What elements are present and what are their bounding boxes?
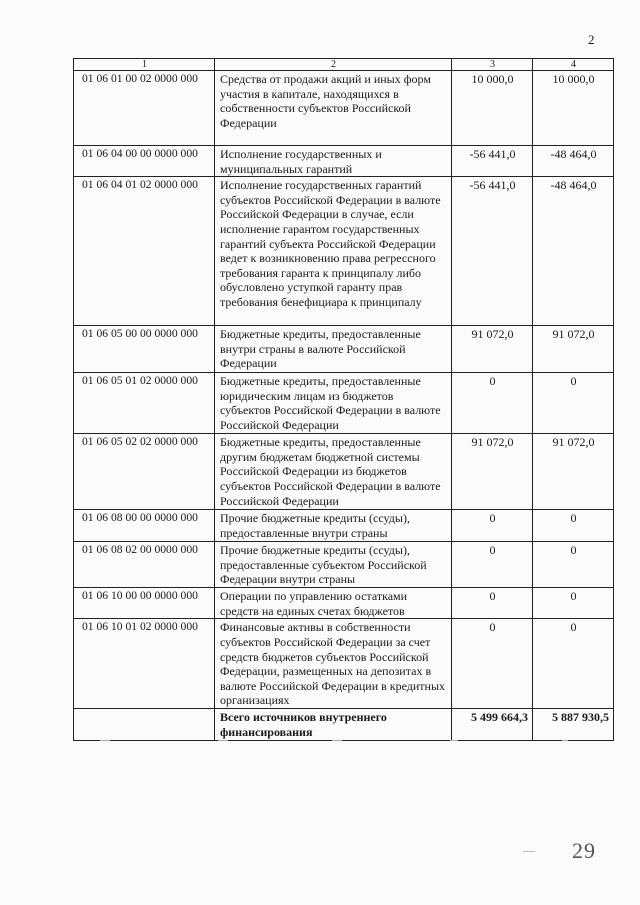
budget-code-cell: 01 06 05 01 02 0000 000 [74, 373, 215, 434]
table-row [74, 434, 614, 510]
amount-cell-col4: 91 072,0 [533, 326, 614, 373]
amount-cell-col3: 91 072,0 [452, 434, 533, 510]
budget-code-cell: 01 06 05 00 00 0000 000 [74, 326, 215, 373]
scan-dash-marks [0, 740, 640, 746]
page-number: 2 [588, 32, 595, 47]
description-cell: Прочие бюджетные кредиты (ссуды), предоставленные субъектом Российской Федерации внутри страны [215, 542, 452, 588]
amount-cell-col4: 91 072,0 [533, 434, 614, 510]
amount-cell-col3: 0 [452, 619, 533, 709]
table-header-row [74, 59, 614, 71]
column-header: 1 [74, 59, 215, 71]
amount-cell-col4: 10 000,0 [533, 71, 614, 146]
description-cell: Прочие бюджетные кредиты (ссуды), предоставленные внутри страны [215, 510, 452, 542]
budget-code-cell: 01 06 08 00 00 0000 000 [74, 510, 215, 542]
description-cell: Бюджетные кредиты, предоставленные другим бюджетам бюджетной системы Российской Федерации из бюджетов субъектов Российской Федерации в валюте Российской Федерации [215, 434, 452, 510]
footer-sheet-number: 29 [572, 838, 596, 863]
description-cell: Операции по управлению остатками средств на единых счетах бюджетов [215, 588, 452, 619]
budget-code-cell: 01 06 10 00 00 0000 000 [74, 588, 215, 619]
table-row [74, 146, 614, 177]
budget-code-cell: 01 06 04 01 02 0000 000 [74, 177, 215, 326]
financing-sources-table [73, 58, 614, 741]
total-row [74, 709, 614, 740]
amount-cell-col4: 0 [533, 373, 614, 434]
budget-code-cell: 01 06 04 00 00 0000 000 [74, 146, 215, 177]
description-cell: Бюджетные кредиты, предоставленные юридическим лицам из бюджетов субъектов Российской Федерации в валюте Российской Федерации [215, 373, 452, 434]
column-header: 2 [215, 59, 452, 71]
amount-cell-col3: 0 [452, 373, 533, 434]
budget-code-cell [74, 709, 215, 740]
budget-code-cell: 01 06 05 02 02 0000 000 [74, 434, 215, 510]
scan-mark [523, 851, 535, 852]
table-row [74, 619, 614, 709]
amount-cell-col3: 0 [452, 510, 533, 542]
amount-cell-col3: 10 000,0 [452, 71, 533, 146]
amount-cell-col3: -56 441,0 [452, 177, 533, 326]
table-row [74, 373, 614, 434]
amount-cell-col4: 0 [533, 619, 614, 709]
description-cell: Исполнение государственных гарантий субъектов Российской Федерации в валюте Российской Федерации в случае, если исполнение гарантом государственных гарантий субъекта Российской Федерации ведет к возникновению права регрессного требования гаранта к принципалу либо обусловлено уступкой гаранту прав требования бенефициара к принципалу [215, 177, 452, 326]
table-row [74, 326, 614, 373]
amount-cell-col3: -56 441,0 [452, 146, 533, 177]
table-row [74, 588, 614, 619]
total-amount-col4: 5 887 930,5 [533, 709, 614, 740]
amount-cell-col4: 0 [533, 542, 614, 588]
amount-cell-col3: 0 [452, 588, 533, 619]
total-label: Всего источников внутреннего финансирования [215, 709, 452, 740]
table-row [74, 177, 614, 326]
budget-code-cell: 01 06 08 02 00 0000 000 [74, 542, 215, 588]
budget-code-cell: 01 06 01 00 02 0000 000 [74, 71, 215, 146]
amount-cell-col3: 91 072,0 [452, 326, 533, 373]
column-header: 3 [452, 59, 533, 71]
table-row [74, 71, 614, 146]
budget-code-cell: 01 06 10 01 02 0000 000 [74, 619, 215, 709]
column-header: 4 [533, 59, 614, 71]
description-cell: Исполнение государственных и муниципальных гарантий [215, 146, 452, 177]
amount-cell-col3: 0 [452, 542, 533, 588]
amount-cell-col4: 0 [533, 510, 614, 542]
table-row [74, 510, 614, 542]
description-cell: Бюджетные кредиты, предоставленные внутри страны в валюте Российской Федерации [215, 326, 452, 373]
amount-cell-col4: 0 [533, 588, 614, 619]
total-amount-col3: 5 499 664,3 [452, 709, 533, 740]
amount-cell-col4: -48 464,0 [533, 146, 614, 177]
amount-cell-col4: -48 464,0 [533, 177, 614, 326]
table-row [74, 542, 614, 588]
description-cell: Финансовые активы в собственности субъектов Российской Федерации за счет средств бюджетов субъектов Российской Федерации, размещенных на депозитах в валюте Российской Федерации в кредитных организациях [215, 619, 452, 709]
description-cell: Средства от продажи акций и иных форм участия в капитале, находящихся в собственности субъектов Российской Федерации [215, 71, 452, 146]
